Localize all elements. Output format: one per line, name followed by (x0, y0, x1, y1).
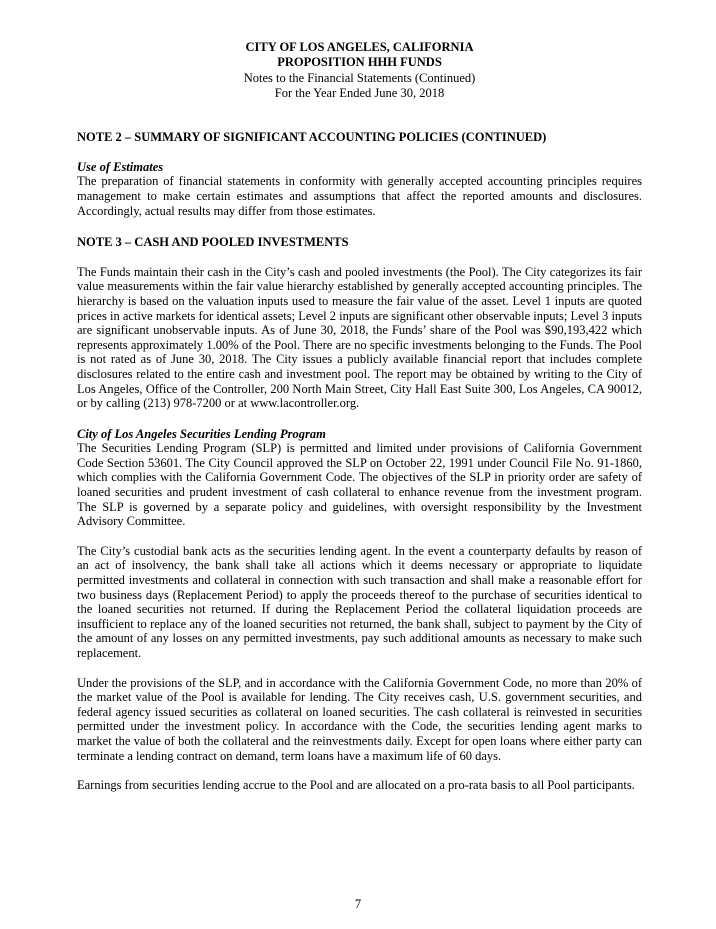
page-number: 7 (354, 897, 362, 911)
header-city-line: CITY OF LOS ANGELES, CALIFORNIA (245, 40, 474, 54)
earnings-paragraph: Earnings from securities lending accrue to the Pool and are allocated on a pro-rata basis to all Pool participants. (77, 778, 635, 793)
slp-provisions-paragraph: Under the provisions of the SLP, and in accordance with the California Government Code, no more than 20% of the market value of the Pool is available for lending. The City receives cash, U.S. government securities, and federal agency issued securities as collateral on loaned securities. The cash collateral is reinvested in securities permitted under the investment policy. In accordance with the Code, the securities lending agent marks to market the value of both the collateral and the reinvestments daily. Except for open loans where either party can terminate a lending contract on demand, term loans have a maximum life of 60 days. (77, 675, 642, 763)
custodial-bank-paragraph: The City’s custodial bank acts as the securities lending agent. In the event a counterparty defaults by reason of an act of insolvency, the bank shall take all actions which it deems necessary or appropriate to liquidate permitted investments and collateral in connection with such transaction and shall make a reasonable effort for two business days (Replacement Period) to apply the proceeds thereof to the purchase of securities identical to the loaned securities not returned. If during the Replacement Period the collateral liquidation proceeds are insufficient to replace any of the loaned securities not returned, the bank shall, subject to payment by the City of the amount of any losses on any permitted investments, pay such additional amounts as necessary to make such replacement. (77, 543, 642, 660)
note3-heading: NOTE 3 – CASH AND POOLED INVESTMENTS (77, 235, 349, 250)
document-header (77, 40, 642, 101)
securities-lending-program-paragraph: The Securities Lending Program (SLP) is permitted and limited under provisions of California Government Code Section 53601. The City Council approved the SLP on October 22, 1991 under Council File No. 91-1860, which complies with the California Government Code. The objectives of the SLP in priority order are safety of loaned securities and prudent investment of cash collateral to enhance revenue from the investment program. The SLP is governed by a separate policy and guidelines, with oversight responsibility by the Investment Advisory Committee. (77, 441, 642, 529)
use-of-estimates-paragraph: The preparation of financial statements in conformity with generally accepted accounting principles requires management to make certain estimates and assumptions that affect the reported amounts and disclosures. Accordingly, actual results may differ from those estimates. (77, 174, 642, 218)
header-fund-line: PROPOSITION HHH FUNDS (277, 55, 442, 70)
header-notes-line: Notes to the Financial Statements (Continued) (243, 70, 476, 85)
pool-investments-paragraph: The Funds maintain their cash in the City’s cash and pooled investments (the Pool). The City categorizes its fair value measurements within the fair value hierarchy established by generally accepted accounting principles. The hierarchy is based on the valuation inputs used to measure the fair value of the asset. Level 1 inputs are quoted prices in active markets for identical assets; Level 2 inputs are significant other observable inputs; Level 3 inputs are significant unobservable inputs. As of June 30, 2018, the Funds’ share of the Pool was $90,193,422 which represents approximately 1.00% of the Pool. There are no specific investments belonging to the Funds. The Pool is not rated as of June 30, 2018. The City issues a publicly available financial report that includes complete disclosures related to the entire cash and investment pool. The report may be obtained by writing to the City of Los Angeles, Office of the Controller, 200 North Main Street, City Hall East Suite 300, Los Angeles, CA 90012, or by calling (213) 978-7200 or at www.lacontroller.org. (77, 264, 642, 411)
header-period-line: For the Year Ended June 30, 2018 (274, 85, 445, 100)
use-of-estimates-title: Use of Estimates (77, 159, 164, 174)
note2-heading: NOTE 2 – SUMMARY OF SIGNIFICANT ACCOUNTING POLICIES (CONTINUED) (77, 130, 547, 145)
securities-lending-program-title: City of Los Angeles Securities Lending Program (77, 426, 326, 441)
